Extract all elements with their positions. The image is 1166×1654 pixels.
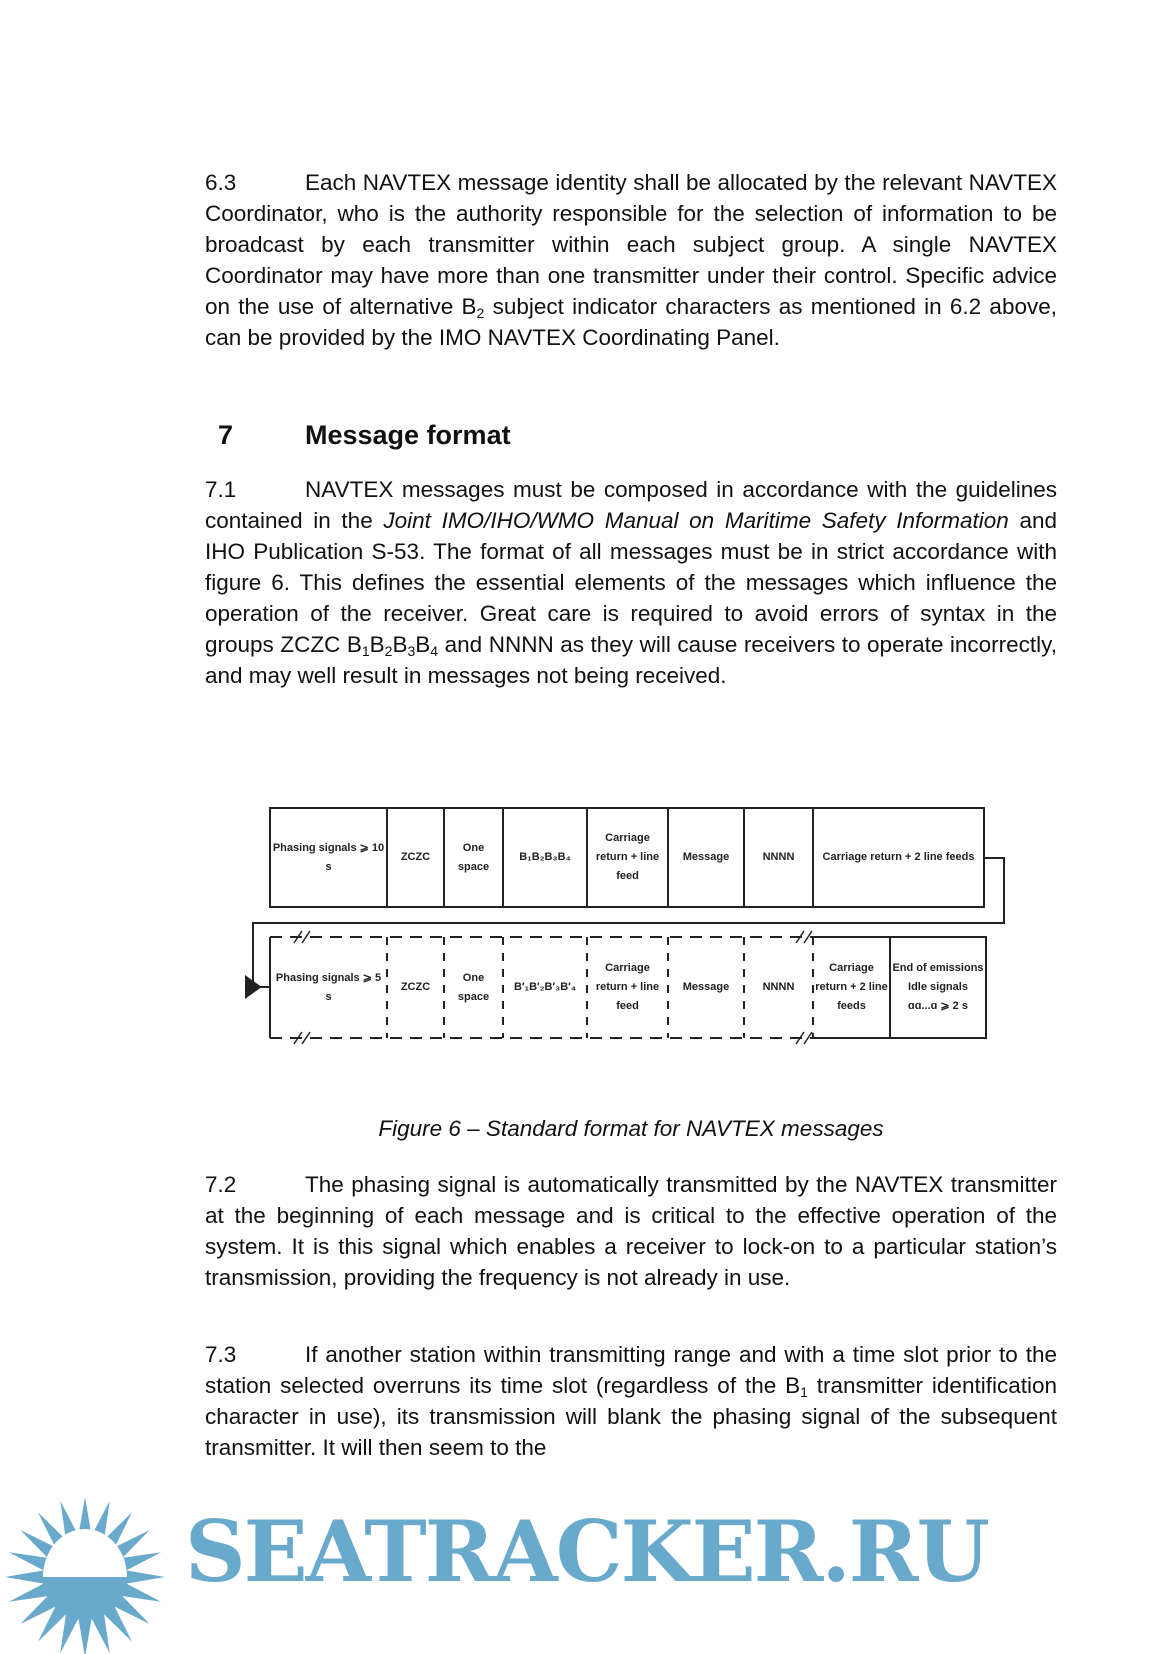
- figure-caption: Figure 6 – Standard format for NAVTEX messages: [378, 1116, 884, 1141]
- subscript: 1: [361, 643, 370, 659]
- diagram-cell: Carriage return + 2 line feeds: [815, 962, 888, 1012]
- diagram-cell: Carriage return + line feed: [595, 832, 660, 882]
- paragraph-7-2: [205, 1169, 1057, 1293]
- heading-number: 7: [218, 420, 234, 450]
- paragraph-text: subject indicator characters as mentioned in 6.2 above, can be provided by the IMO NAVTEX Coordinating Panel.: [205, 294, 1057, 350]
- diagram-cell: Carriage return + line feed: [595, 962, 660, 1012]
- navtex-format-diagram: [240, 800, 1020, 1060]
- watermark-logo-text: SEATRACKER.RU: [185, 1502, 988, 1601]
- diagram-cell: One space: [457, 841, 490, 873]
- paragraph-text: If another station within transmitting range and with a time slot prior to the station selected overruns its time slot (regardless of the B: [205, 1342, 1057, 1398]
- paragraph-text: B: [415, 632, 431, 657]
- diagram-cell: Carriage return + 2 line feeds: [822, 851, 975, 863]
- diagram-cell: One space: [457, 971, 490, 1003]
- paragraph-number: 6.3: [205, 170, 237, 195]
- paragraph-number: 7.2: [205, 1172, 237, 1197]
- paragraph-text: and IHO Publication S-53. The format of all messages must be in strict accordance with figure 6. This defines the essential elements of the messages which influence the operation of the receiver. Great care is required to avoid errors of syntax in the groups ZCZC B: [205, 508, 1058, 657]
- subscript: 4: [430, 643, 439, 659]
- diagram-cell: NNNN: [762, 851, 795, 863]
- subscript: 2: [476, 305, 485, 321]
- publication-title: Joint IMO/IHO/WMO Manual on Maritime Safety Information: [383, 508, 1009, 533]
- diagram-cell: End of emissions Idle signals ɑɑ...ɑ ⩾ 2 s: [892, 962, 984, 1012]
- sun-logo-icon: [0, 1480, 180, 1654]
- paragraph-text: transmitter identification character in use), its transmission will blank the phasing signal of the subsequent transmitter. It will then seem to the: [205, 1373, 1058, 1460]
- heading-title: Message format: [305, 420, 511, 450]
- diagram-cell: B₁B₂B₃B₄: [519, 851, 571, 863]
- paragraph-text: NAVTEX messages must be composed in accordance with the guidelines contained in the: [205, 477, 1057, 533]
- paragraph-6-3: [205, 167, 1057, 353]
- paragraph-number: 7.3: [205, 1342, 237, 1367]
- paragraph-7-1: [205, 474, 1057, 691]
- diagram-cell: ZCZC: [400, 981, 431, 993]
- diagram-cell: Message: [682, 981, 730, 993]
- diagram-cell: Phasing signals ⩾ 5 s: [275, 971, 382, 1003]
- subscript: 3: [407, 643, 416, 659]
- diagram-cell: ZCZC: [400, 851, 431, 863]
- paragraph-text: B: [392, 632, 408, 657]
- paragraph-text: B: [369, 632, 385, 657]
- paragraph-number: 7.1: [205, 477, 237, 502]
- paragraph-text: and NNNN as they will cause receivers to operate incorrectly, and may well result in messages not being received.: [205, 632, 1057, 688]
- diagram-cell: Phasing signals ⩾ 10 s: [272, 841, 385, 873]
- paragraph-7-3: [205, 1339, 1057, 1463]
- paragraph-text: The phasing signal is automatically transmitted by the NAVTEX transmitter at the beginning of each message and is critical to the effective operation of the system. It is this signal which enables a receiver to lock-on to a particular station’s transmission, providing the frequency is not already in use.: [205, 1172, 1057, 1290]
- diagram-cell: NNNN: [762, 981, 795, 993]
- paragraph-text: Each NAVTEX message identity shall be allocated by the relevant NAVTEX Coordinator, who is the authority responsible for the selection of information to be broadcast by each transmitter within each subject group. A single NAVTEX Coordinator may have more than one transmitter under their control. Specific advice on the use of alternative B: [205, 170, 1057, 319]
- section-heading: [218, 420, 511, 451]
- subscript: 1: [800, 1384, 808, 1400]
- diagram-cell: Message: [682, 851, 730, 863]
- subscript: 2: [384, 643, 393, 659]
- diagram-cell: B′₁B′₂B′₃B′₄: [513, 981, 577, 993]
